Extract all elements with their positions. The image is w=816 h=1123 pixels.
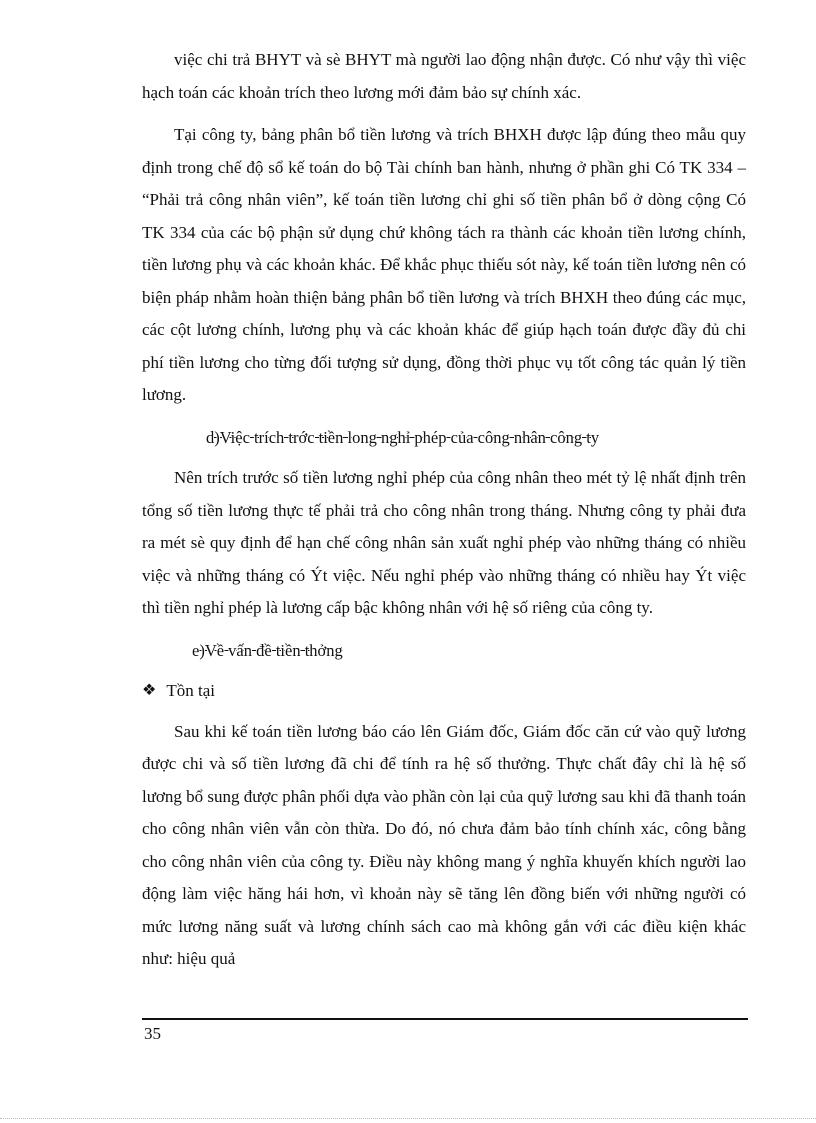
paragraph-he-so-thuong: Sau khi kế toán tiền lương báo cáo lên Giám đốc, Giám đốc căn cứ vào quỹ lương được chi và số tiền lương đã chi để tính ra hệ số thưởng. Thực chất đây chỉ là hệ số lương bổ sung được phân phối dựa vào phần còn lại của quỹ lương sau khi đã thanh toán cho công nhân viên vẫn còn thừa. Do đó, nó chưa đảm bảo tính chính xác, công bằng cho công nhân viên của công ty. Điều này không mang ý nghĩa khuyến khích người lao động làm việc hăng hái hơn, vì khoản này sẽ tăng lên đồng biến với những người có mức lương năng suất và lương chính sách cao mà không gắn với các điều kiện khác như: hiệu quả xyxy=(142,721,746,968)
document-body xyxy=(142,44,746,986)
paragraph-bang-phan-bo: Tại công ty, bảng phân bổ tiền lương và trích BHXH được lập đúng theo mẫu quy định trong chế độ sổ kế toán do bộ Tài chính ban hành, nhưng ở phần ghi Có TK 334 – “Phải trả công nhân viên”, kế toán tiền lương chỉ ghi số tiền phân bổ ở dòng cộng Có TK 334 của các bộ phận sử dụng chứ không tách ra thành các khoản tiền lương chính, tiền lương phụ và các khoản khác. Để khắc phục thiếu sót này, kế toán tiền lương nên có biện pháp nhằm hoàn thiện bảng phân bổ tiền lương và trích BHXH theo đúng các mục, các cột lương chính, lương phụ và các khoản khác để giúp hạch toán được đầy đủ chi phí tiền lương cho từng đối tượng sử dụng, đồng thời phục vụ tốt công tác quản lý tiền lương. xyxy=(142,125,746,404)
bullet-ton-tai xyxy=(142,675,746,708)
paragraph-bhyt: việc chi trả BHYT và sè BHYT mà người lao động nhận được. Có như vậy thì việc hạch toán các khoản trích theo lương mới đảm bảo sự chính xác. xyxy=(142,50,746,102)
diamond-flower-icon: ❖ xyxy=(142,682,157,700)
footer-rule xyxy=(142,1018,748,1020)
paragraph-nghi-phep: Nên trích trước số tiền lương nghỉ phép của công nhân theo mét tỷ lệ nhất định trên tổng số tiền lương thực tế phải trả cho công nhân trong tháng. Nhưng công ty phải đưa ra mét sè quy định để hạn chế công nhân sản xuất nghỉ phép vào những tháng có nhiều việc và những tháng có Ýt việc. Nếu nghỉ phép vào những tháng có nhiều hay Ýt việc thì tiền nghỉ phép là lương cấp bậc không nhân với hệ số riêng của công ty. xyxy=(142,468,746,617)
heading-tien-thuong: e)Về vấn đề tiền thởng xyxy=(192,640,343,660)
page-number: 35 xyxy=(144,1024,161,1043)
page-edge-divider xyxy=(0,1118,816,1119)
bullet-label: Tồn tại xyxy=(166,681,215,700)
heading-trich-truoc: d)Việc trích trớc tiền long nghỉ phép của công nhân công ty xyxy=(206,427,600,447)
